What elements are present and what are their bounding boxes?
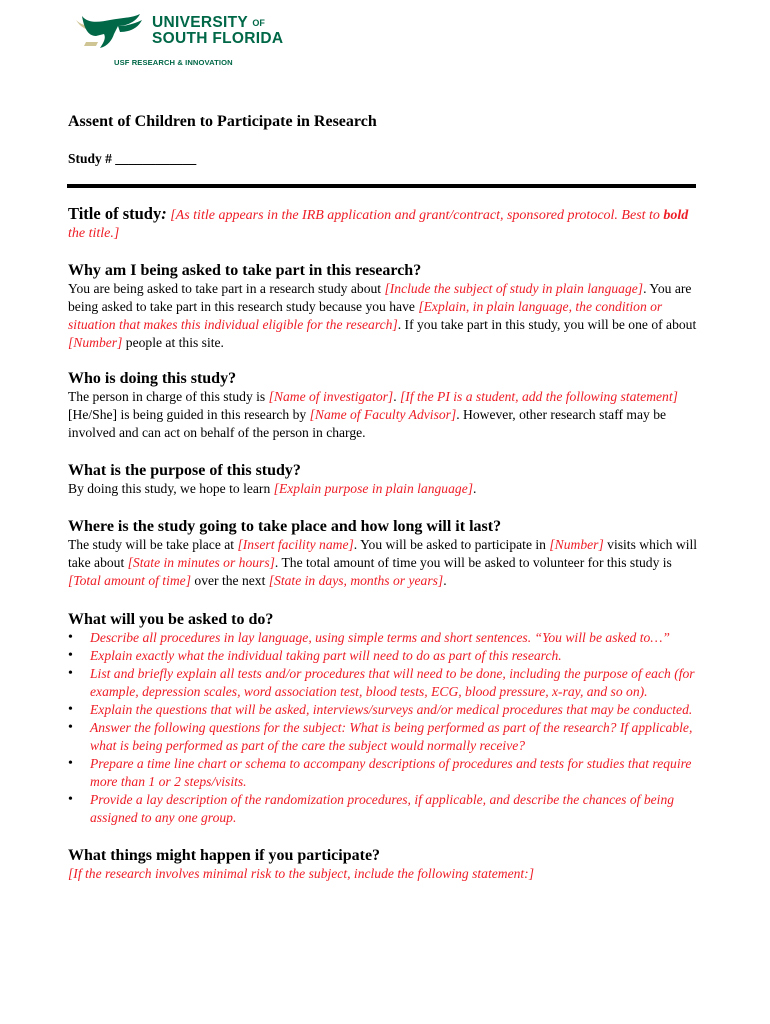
- usf-research-subtitle: USF RESEARCH & INNOVATION: [114, 58, 233, 67]
- section-paragraph: You are being asked to take part in a research study about [Include the subject of study in plain language]. You are being asked to take part in this research study because you have [Explain, in plain language, the condition or situation that makes this individual eligible for the research]. If you take part in this study, you will be one of about [Number] people at this site.: [68, 281, 697, 350]
- list-item: • Describe all procedures in lay language, using simple terms and short sentences. “You will be asked to…”: [68, 629, 703, 647]
- bull-horns-icon: [74, 12, 146, 56]
- document-title: Assent of Children to Participate in Research: [68, 113, 377, 130]
- section-why: [68, 261, 703, 352]
- section-where: [68, 517, 703, 590]
- university-line1: UNIVERSITY: [152, 14, 248, 31]
- section-heading: Who is doing this study?: [68, 370, 237, 387]
- university-of: OF: [252, 18, 265, 28]
- document-body: [68, 112, 703, 883]
- title-note-a: [As title appears in the IRB application and grant/contract, sponsored protocol. Best to: [166, 208, 664, 223]
- section-purpose: [68, 461, 703, 498]
- list-item: • List and briefly explain all tests and/or procedures that will need to be done, including the purpose of each (for example, depression scales, word association test, blood tests, ECG, blood pressure, x-ray, and so on).: [68, 665, 703, 701]
- section-paragraph: The person in charge of this study is [Name of investigator]. [If the PI is a student, add the following statement] [He/She] is being guided in this research by [Name of Faculty Advisor]. However, other research staff may be involved and can act on behalf of the person in charge.: [68, 389, 678, 440]
- section-paragraph: [If the research involves minimal risk to the subject, include the following statement:]: [68, 866, 535, 881]
- university-line2: SOUTH FLORIDA: [152, 30, 284, 47]
- list-item: • Explain the questions that will be asked, interviews/surveys and/or medical procedures that may be conducted.: [68, 701, 703, 719]
- title-of-study-label: Title of study: [68, 204, 162, 223]
- usf-logo: [74, 12, 314, 72]
- section-heading: What will you be asked to do?: [68, 611, 274, 628]
- title-note-bold: bold: [663, 208, 689, 223]
- section-paragraph: By doing this study, we hope to learn [Explain purpose in plain language].: [68, 481, 477, 496]
- list-item: • Answer the following questions for the subject: What is being performed as part of the research? If applicable, what is being performed as part of the care the subject would normally receive?: [68, 719, 703, 755]
- section-todo: [68, 610, 703, 827]
- section-heading: What things might happen if you participate?: [68, 847, 381, 864]
- section-who: [68, 369, 703, 442]
- university-wordmark: [152, 15, 283, 47]
- study-number: Study # ____________: [68, 151, 197, 166]
- procedure-list: [68, 629, 703, 827]
- list-item: • Prepare a time line chart or schema to accompany descriptions of procedures and tests for studies that require more than 1 or 2 steps/visits.: [68, 755, 703, 791]
- section-heading: Why am I being asked to take part in this research?: [68, 262, 422, 279]
- section-paragraph: The study will be take place at [Insert facility name]. You will be asked to participate in [Number] visits which will take about [State in minutes or hours]. The total amount of time you will be asked to volunteer for this study is [Total amount of time] over the next [State in days, months or years].: [68, 537, 698, 588]
- title-note-b: the title.]: [68, 226, 120, 241]
- title-of-study: [68, 205, 703, 243]
- section-heading: Where is the study going to take place and how long will it last?: [68, 518, 502, 535]
- title-of-study-colon: :: [161, 204, 167, 223]
- section-happen: [68, 846, 703, 883]
- list-item: • Explain exactly what the individual taking part will need to do as part of this research.: [68, 647, 703, 665]
- list-item: • Provide a lay description of the randomization procedures, if applicable, and describe the chances of being assigned to any one group.: [68, 791, 703, 827]
- section-heading: What is the purpose of this study?: [68, 462, 301, 479]
